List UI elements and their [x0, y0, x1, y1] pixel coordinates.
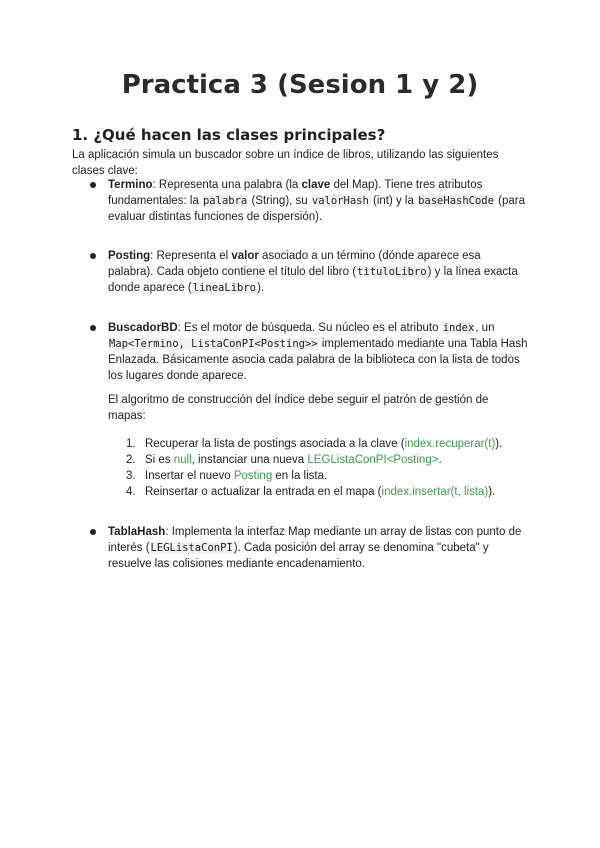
algorithm-paragraph: El algoritmo de construcción del índice debe seguir el patrón de gestión de mapas:: [108, 394, 489, 422]
term-name: Posting: [108, 250, 151, 262]
text: (int) y la: [369, 195, 418, 207]
bullet-dot: [90, 253, 96, 259]
code-inline: LEGListaConPI: [150, 542, 233, 554]
intro-paragraph: La aplicación simula un buscador sobre un índice de libros, utilizando las siguientes clases clave:: [72, 149, 499, 177]
bullet-dot: [90, 529, 96, 535]
code-highlight: null: [173, 454, 192, 466]
text: (para evaluar distintas funciones de dispersión).: [108, 195, 525, 223]
code-inline: index: [442, 322, 475, 334]
step-number: 1.: [126, 438, 136, 450]
list-item: [108, 468, 538, 484]
list-item-buscador: [108, 320, 528, 384]
text: : Representa el: [150, 250, 232, 262]
term-name: Termino: [108, 179, 153, 191]
code-inline: lineaLibro: [192, 282, 256, 294]
list-item: [108, 452, 538, 468]
text: Recuperar la lista de postings asociada a la clave (: [145, 438, 405, 450]
bullet-dot: [90, 182, 96, 188]
step-number: 4.: [126, 486, 136, 498]
text: ). Cada posición del array se denomina "cubeta" y resuelve las colisiones mediante encadenamiento.: [108, 542, 489, 570]
algorithm-steps: [108, 436, 538, 500]
text: , un: [475, 322, 495, 334]
code-inline: valorHash: [311, 195, 369, 207]
code-highlight: LEGListaConPI<Posting>: [307, 454, 439, 466]
text: ).: [256, 282, 265, 294]
text: ) y la línea exacta donde aparece (: [108, 266, 518, 294]
text: : Es el motor de búsqueda. Su núcleo es el atributo: [177, 322, 442, 334]
list-item: [108, 436, 538, 452]
section-heading: 1. ¿Qué hacen las clases principales?: [72, 126, 386, 144]
text: , instanciar una nueva: [191, 454, 308, 466]
page-title: Practica 3 (Sesion 1 y 2): [121, 70, 479, 100]
code-highlight: Posting: [233, 470, 273, 482]
bullet-dot: [90, 325, 96, 331]
text: implementado mediante una Tabla Hash Enlazada. Básicamente asocia cada palabra de la biblioteca con la lista de todos los lugares donde aparece.: [108, 338, 528, 382]
term-name: BuscadorBD: [108, 322, 178, 334]
text: : Implementa la interfaz Map mediante un array de listas con punto de interés (: [108, 526, 522, 554]
list-item-posting: [108, 248, 528, 296]
text: Reinsertar o actualizar la entrada en el mapa (: [145, 486, 382, 498]
step-number: 2.: [126, 454, 136, 466]
text: en la lista.: [272, 470, 328, 482]
bold-text: clave: [301, 179, 331, 191]
text: ).: [495, 438, 503, 450]
term-name: TablaHash: [108, 526, 166, 538]
list-item-termino: [108, 177, 528, 225]
text: del Map). Tiene tres atributos fundamentales: la: [108, 179, 483, 207]
text: Insertar el nuevo: [145, 470, 234, 482]
list-item-tablahash: [108, 524, 528, 572]
code-highlight: index.insertar(t, lista): [381, 486, 489, 498]
code-inline: Map<Termino, ListaConPI<Posting>>: [109, 338, 318, 350]
text: (String), su: [248, 195, 311, 207]
text: : Representa una palabra (la: [152, 179, 302, 191]
list-item: [108, 484, 538, 500]
text: ).: [488, 486, 496, 498]
bold-text: valor: [231, 250, 259, 262]
code-inline: tituloLibro: [357, 266, 427, 278]
text: Si es: [145, 454, 174, 466]
code-inline: palabra: [202, 195, 248, 207]
step-number: 3.: [126, 470, 136, 482]
code-inline: baseHashCode: [418, 195, 494, 207]
text: .: [438, 454, 442, 466]
code-highlight: index.recuperar(t): [404, 438, 496, 450]
text: asociado a un término (dónde aparece esa palabra). Cada objeto contiene el título del libro (: [108, 250, 481, 278]
